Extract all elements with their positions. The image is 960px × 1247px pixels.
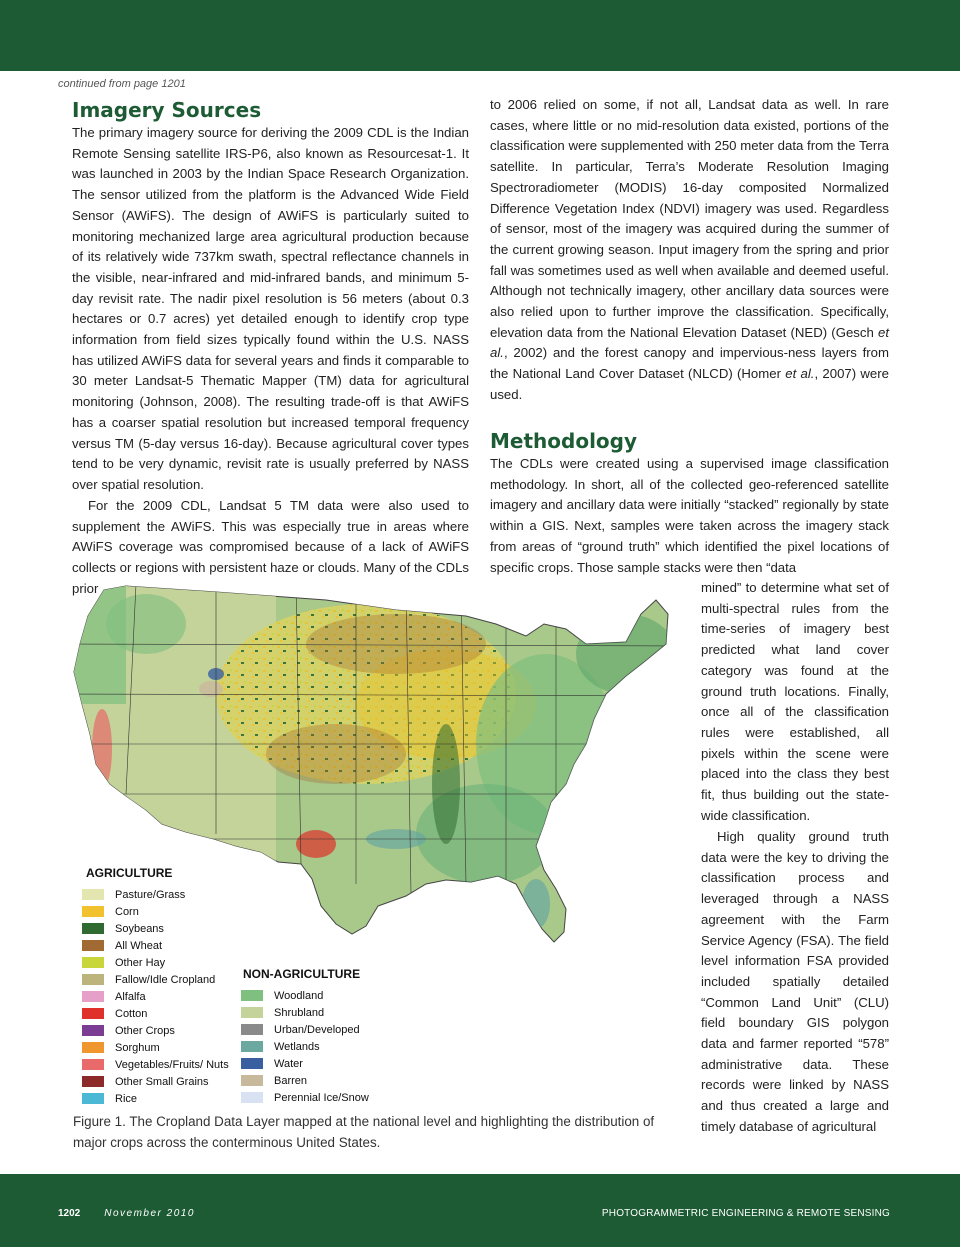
legend-label: Vegetables/Fruits/ Nuts — [115, 1058, 229, 1071]
legend-item — [82, 988, 229, 1005]
non-agriculture-legend-heading: NON-AGRICULTURE — [243, 967, 361, 981]
legend-label: Urban/Developed — [274, 1023, 360, 1036]
legend-label: Other Crops — [115, 1024, 175, 1037]
legend-label: Other Hay — [115, 956, 166, 969]
legend-swatch — [241, 1024, 263, 1035]
legend-label: All Wheat — [115, 939, 163, 952]
legend-item — [82, 937, 229, 954]
legend-item — [82, 903, 229, 920]
legend-label: Corn — [115, 905, 139, 918]
legend-label: Alfalfa — [115, 990, 146, 1003]
legend-label: Other Small Grains — [115, 1075, 209, 1088]
issue-date: November 2010 — [104, 1208, 195, 1219]
legend-item — [241, 1055, 369, 1072]
legend-swatch — [82, 889, 104, 900]
legend-label: Shrubland — [274, 1006, 325, 1019]
legend-item — [241, 1072, 369, 1089]
legend-label: Sorghum — [115, 1041, 160, 1054]
text-run: , 2007) were used. — [490, 366, 889, 402]
legend-item — [82, 1056, 229, 1073]
agriculture-legend-heading: AGRICULTURE — [86, 866, 173, 880]
legend-swatch — [82, 1042, 104, 1053]
methodology-paragraph-1: The CDLs were created using a supervised image classification methodology. In short, all of the collected geo-referenced satellite imagery and ancillary data were initially “stacked” regionally by state within a GIS. Next, samples were taken across the imagery stack from areas of “ground truth” which identified the pixel locations of specific crops. Those sample stacks were then “data — [490, 456, 889, 575]
footer-left — [58, 1208, 195, 1219]
legend-label: Woodland — [274, 989, 324, 1002]
continued-note: continued from page 1201 — [58, 78, 186, 90]
legend-item — [82, 886, 229, 903]
legend-label: Rice — [115, 1092, 138, 1105]
legend-item — [241, 1004, 369, 1021]
text-run: , 2002) and the forest canopy and impervious-ness layers from the National Land Cover Dataset (NLCD) (Homer — [490, 345, 889, 382]
legend-label: Water — [274, 1057, 303, 1070]
et-al-2: et al. — [785, 366, 815, 382]
legend-label: Perennial Ice/Snow — [274, 1091, 369, 1104]
methodology-paragraph-2: High quality ground truth data were the key to driving the classification process and leveraged through a NASS agreement with the Farm Service Agency (FSA). The field level information FSA provided included spatially detailed “Common Land Unit” (CLU) field boundary GIS polygon data and farmer reported “578” administrative data. These records were linked by NASS and thus created a large and timely database of agricultural — [701, 829, 889, 1134]
text-run: to 2006 relied on some, if not all, Landsat data as well. In rare cases, where little or no mid-resolution data existed, portions of the classification were supplemented with 250 meter data from the Terra satellite. In particular, Terra’s Moderate Resolution Imaging Spectroradiometer (MODIS) 16-day composited Normalized Difference Vegetation Index (NDVI) imagery was used. Regardless of sensor, most of the imagery was acquired during the summer of the current growing season. Input imagery from the spring and prior fall was sometimes used as well when available and deemed useful. Although not technically imagery, other ancillary data sources were also relied upon to further improve the classification. Specifically, elevation data from the National Elevation Dataset (NED) (Gesch — [490, 97, 889, 340]
imagery-sources-paragraph-1: The primary imagery source for deriving the 2009 CDL is the Indian Remote Sensing satellite IRS-P6, also known as Resourcesat-1. It was launched in 2003 by the Indian Space Research Organization. The sensor utilized from the platform is the Advanced Wide Field Sensor (AWiFS). The design of AWiFS is particularly suited to monitoring mechanized large area agricultural production because of its relatively wide 737km swath, spectral reflectance channels in the visible, near-infrared and mid-infrared bands, and minimum 5-day revisit rate. The nadir pixel resolution is 56 meters (about 0.3 hectares or 0.7 acres) yet detailed enough to identify crop type information from field sizes typically found within the U.S. NASS has utilized AWiFS data for several years and finds it comparable to 30 meter Landsat-5 Thematic Mapper (TM) data for agricultural monitoring (Johnson, 2008). The resulting trade-off is that AWiFS has a coarser spatial resolution but increased temporal frequency versus TM (5-day versus 16-day). Because agricultural cover types tend to be very dynamic, revisit rate is usually preferred by NASS over spatial resolution. — [72, 125, 469, 492]
top-banner — [0, 0, 960, 71]
legend-swatch — [82, 991, 104, 1002]
legend-item — [82, 971, 229, 988]
legend-swatch — [82, 957, 104, 968]
legend-item — [82, 1090, 229, 1107]
legend-swatch — [82, 1059, 104, 1070]
legend-item — [82, 920, 229, 937]
legend-item — [241, 987, 369, 1004]
legend-item — [241, 1038, 369, 1055]
et-al-1: et al. — [490, 324, 889, 361]
agriculture-legend — [82, 886, 229, 1107]
legend-swatch — [82, 940, 104, 951]
legend-swatch — [241, 1092, 263, 1103]
legend-label: Fallow/Idle Cropland — [115, 973, 216, 986]
legend-label: Wetlands — [274, 1040, 320, 1053]
legend-item — [82, 1039, 229, 1056]
imagery-sources-paragraph-3 — [490, 95, 889, 406]
legend-swatch — [82, 1076, 104, 1087]
legend-swatch — [241, 990, 263, 1001]
non-agriculture-legend — [241, 987, 369, 1106]
legend-label: Soybeans — [115, 922, 164, 935]
legend-item — [82, 1022, 229, 1039]
legend-swatch — [241, 1075, 263, 1086]
legend-swatch — [241, 1041, 263, 1052]
figure-caption: Figure 1. The Cropland Data Layer mapped at the national level and highlighting the distribution of major crops across the conterminous United States. — [73, 1114, 655, 1150]
legend-label: Pasture/Grass — [115, 888, 186, 901]
legend-label: Cotton — [115, 1007, 148, 1020]
legend-item — [241, 1021, 369, 1038]
legend-swatch — [241, 1058, 263, 1069]
legend-label: Barren — [274, 1074, 308, 1087]
imagery-sources-paragraph-2: For the 2009 CDL, Landsat 5 TM data were also used to supplement the AWiFS. This was especially true in areas where AWiFS coverage was compromised because of a lack of AWiFS collects or regions with persistent haze or clouds. Many of the CDLs prior — [72, 498, 469, 596]
legend-item — [82, 954, 229, 971]
methodology-paragraph-1-continued: mined” to determine what set of multi-spectral rules from the time-series of imagery best predicted what land cover category was found at the ground truth locations. Finally, once all of the classification rules were established, all pixels within the scene were placed into the class they best fit, thus building out the state-wide classification. — [701, 580, 889, 823]
legend-swatch — [82, 906, 104, 917]
legend-swatch — [82, 974, 104, 985]
legend-swatch — [82, 923, 104, 934]
legend-swatch — [241, 1007, 263, 1018]
imagery-sources-heading: Imagery Sources — [72, 98, 262, 122]
legend-item — [82, 1005, 229, 1022]
legend-swatch — [82, 1008, 104, 1019]
legend-swatch — [82, 1093, 104, 1104]
page-number: 1202 — [58, 1208, 81, 1219]
legend-swatch — [82, 1025, 104, 1036]
methodology-heading: Methodology — [490, 429, 638, 453]
journal-name: PHOTOGRAMMETRIC ENGINEERING & REMOTE SENSING — [601, 1208, 890, 1219]
legend-item — [241, 1089, 369, 1106]
legend-item — [82, 1073, 229, 1090]
